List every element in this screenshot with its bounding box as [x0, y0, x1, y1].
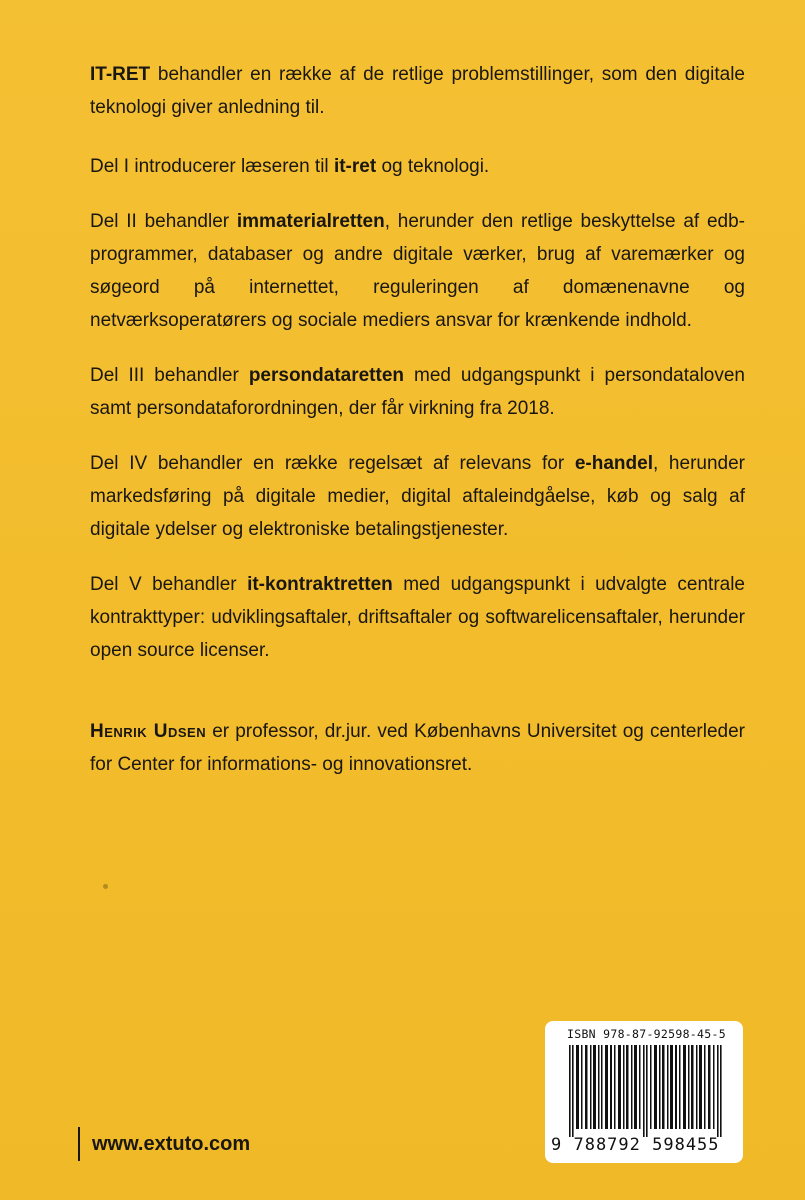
part-1-paragraph — [90, 150, 745, 183]
part-5-paragraph — [90, 568, 745, 667]
print-speck — [103, 884, 108, 889]
part-4-paragraph — [90, 447, 745, 546]
blurb — [90, 58, 745, 803]
part-5-post: med udgangspunkt i udvalgte centrale kontrakttyper: udviklingsaftaler, driftsaftaler og softwarelicensaftaler, herunder open source licenser. — [90, 574, 745, 661]
part-4-pre: Del IV behandler en række regelsæt af relevans for — [90, 453, 575, 474]
part-2-paragraph — [90, 205, 745, 337]
author-paragraph — [90, 715, 745, 781]
part-1-bold: it-ret — [333, 156, 377, 177]
isbn-barcode — [545, 1021, 743, 1163]
author-name: Henrik Udsen — [90, 721, 207, 742]
part-3-paragraph — [90, 359, 745, 425]
part-3-bold: persondataretten — [248, 365, 405, 386]
intro-paragraph — [90, 58, 745, 124]
part-1-pre: Del I introducerer læseren til — [90, 156, 334, 177]
title-bold: IT-RET — [90, 64, 151, 85]
part-5-pre: Del V behandler — [90, 574, 248, 595]
part-3-pre: Del III behandler — [90, 365, 249, 386]
part-4-bold: e-handel — [574, 453, 653, 474]
part-2-pre: Del II behandler — [90, 211, 237, 232]
isbn-label: ISBN 978-87-92598-45-5 — [567, 1027, 726, 1041]
part-5-bold: it-kontraktretten — [247, 574, 393, 595]
part-2-bold: immaterialretten — [236, 211, 385, 232]
ean-number: 9 788792 598455 — [551, 1135, 720, 1155]
part-1-post: og teknologi. — [376, 156, 490, 177]
author-bio: er professor, dr.jur. ved Københavns Universitet og centerleder for Center for informations- og innovationsret. — [90, 721, 746, 775]
barcode-icon — [559, 1045, 731, 1137]
website-link[interactable]: www.extuto.com — [78, 1127, 250, 1161]
part-2-post: , herunder den retlige beskyttelse af edb-programmer, databaser og andre digitale værker, brug af varemærker og søgeord på internettet, reguleringen af domænenavne og netværksoperatørers og sociale mediers ansvar for krænkende indhold. — [90, 211, 745, 331]
part-3-post: med udgangspunkt i persondataloven samt persondataforordningen, der får virkning fra 2018. — [90, 365, 745, 419]
part-4-post: , herunder markedsføring på digitale medier, digital aftaleindgåelse, køb og salg af digitale ydelser og elektroniske betalingstjenester. — [90, 453, 745, 540]
intro-text: behandler en række af de retlige problemstillinger, som den digitale teknologi giver anledning til. — [90, 64, 745, 118]
